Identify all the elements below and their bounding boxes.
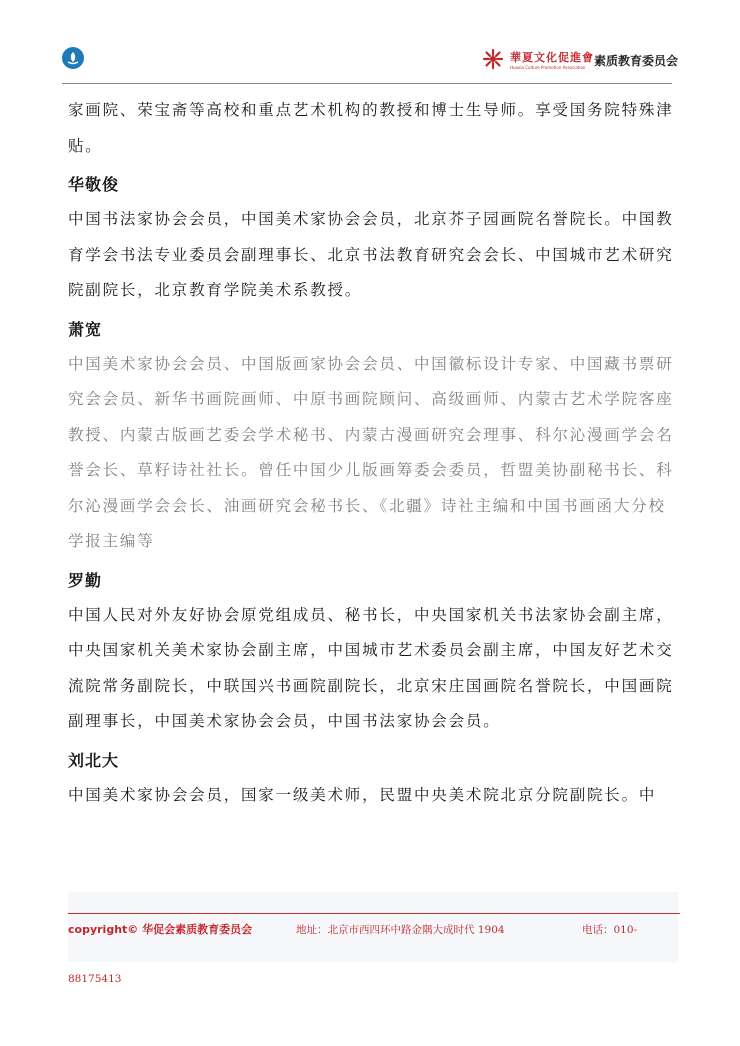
school-logo-icon — [62, 47, 84, 69]
person-bio: 中国美术家协会会员，国家一级美术师，民盟中央美术院北京分院副院长。中 — [68, 785, 657, 804]
person-name: 萧宽 — [68, 319, 103, 339]
page-header — [0, 0, 740, 86]
committee-name: 素质教育委员会 — [594, 54, 679, 68]
footer-phone: 电话：010- — [582, 924, 638, 936]
intro-paragraph: 家画院、荣宝斋等高校和重点艺术机构的教授和博士生导师。享受国务院特殊津贴。 — [68, 101, 674, 155]
footer-copyright: copyright© 华促会素质教育委员会 — [68, 923, 253, 936]
person-name: 华敬俊 — [68, 175, 120, 194]
person-bio: 中国美术家协会会员、中国版画家协会会员、中国徽标设计专家、中国藏书票研究会会员、新华书画院画师、中原书画院顾问、高级画师、内蒙古艺术学院客座教授、内蒙古版画艺委会学术秘书、内蒙古漫画研究会理事、科尔沁漫画学会名誉会长、草籽诗社社长。曾任中国少儿版画筹委会委员，哲盟美协副秘书长、科尔沁漫画学会会长、油画研究会秘书长、《北疆》诗社主编和中国书画函大分校学报主编等 — [68, 354, 674, 550]
document-body — [68, 93, 674, 813]
person-name: 罗勤 — [68, 570, 103, 590]
footer-phone-continued: 88175413 — [68, 973, 122, 985]
footer-address: 地址：北京市西四环中路金隅大成时代 1904 — [296, 924, 505, 936]
person-bio: 中国人民对外友好协会原党组成员、秘书长，中央国家机关书法家协会副主席，中央国家机关美术家协会副主席，中国城市艺术委员会副主席，中国友好艺术交流院常务副院长，中联国兴书画院副院长，北京宋庄国画院名誉院长，中国画院副理事长，中国美术家协会会员，中国书法家协会会员。 — [68, 605, 674, 730]
header-divider — [62, 83, 672, 84]
association-english-name: Huaxia Culture Promotion Association — [510, 65, 586, 70]
footer-divider — [68, 913, 680, 914]
association-name: 華夏文化促進會 — [510, 51, 594, 64]
person-bio: 中国书法家协会会员，中国美术家协会会员，北京芥子园画院名誉院长。中国教育学会书法专业委员会副理事长、北京书法教育研究会会长、中国城市艺术研究院副院长，北京教育学院美术系教授。 — [68, 210, 674, 299]
person-name: 刘北大 — [68, 750, 120, 770]
association-logo-icon — [482, 48, 504, 70]
